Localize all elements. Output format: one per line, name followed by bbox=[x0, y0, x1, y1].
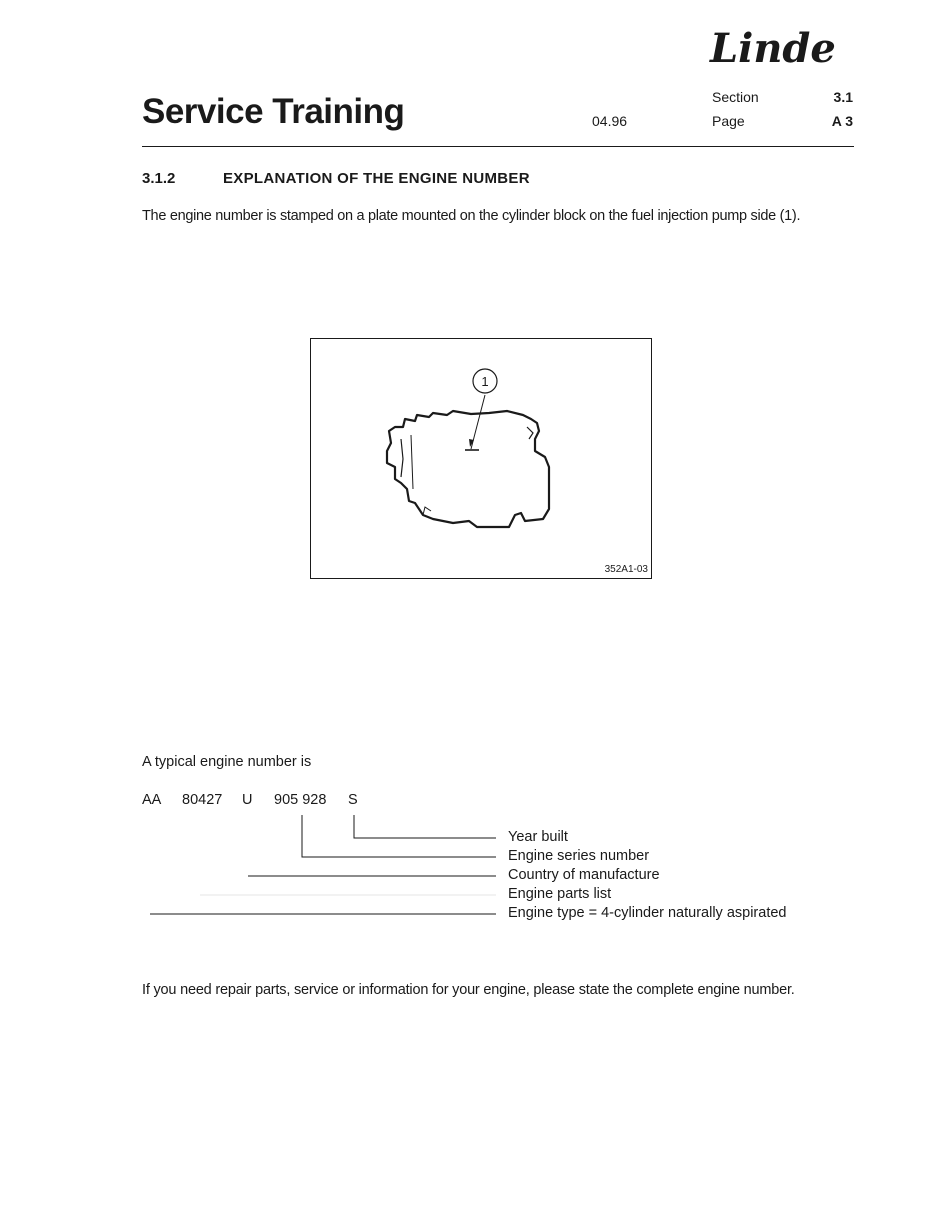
header-divider bbox=[142, 146, 854, 147]
engine-figure bbox=[310, 338, 652, 579]
engine-drawing bbox=[311, 339, 650, 577]
brand-wordmark: Linde bbox=[710, 25, 836, 72]
connector-series bbox=[302, 815, 496, 857]
page-label: Page bbox=[712, 113, 745, 129]
section-title: EXPLANATION OF THE ENGINE NUMBER bbox=[223, 170, 530, 187]
desc-parts-list: Engine parts list bbox=[508, 886, 612, 902]
connector-year bbox=[354, 815, 496, 838]
typical-engine-intro: A typical engine number is bbox=[142, 754, 312, 770]
engine-part-country: U bbox=[242, 792, 253, 808]
section-value: 3.1 bbox=[833, 89, 853, 105]
issue-date: 04.96 bbox=[592, 113, 628, 129]
footer-note: If you need repair parts, service or information for your engine, please state the complete engine number. bbox=[142, 982, 795, 998]
engine-part-year: S bbox=[348, 792, 358, 808]
intro-paragraph: The engine number is stamped on a plate mounted on the cylinder block on the fuel injection pump side (1). bbox=[142, 208, 801, 224]
page-value: A 3 bbox=[831, 113, 853, 129]
figure-code: 352A1-03 bbox=[604, 564, 648, 575]
callout-number: 1 bbox=[481, 374, 489, 389]
section-label: Section bbox=[712, 89, 759, 105]
desc-series-number: Engine series number bbox=[508, 848, 650, 864]
desc-year-built: Year built bbox=[508, 829, 568, 845]
engine-part-type: AA bbox=[142, 792, 162, 808]
page-title: Service Training bbox=[142, 92, 405, 131]
desc-engine-type: Engine type = 4-cylinder naturally aspirated bbox=[508, 905, 787, 921]
desc-country: Country of manufacture bbox=[508, 867, 660, 883]
section-number: 3.1.2 bbox=[142, 170, 176, 187]
linde-logo bbox=[706, 22, 856, 72]
engine-part-series: 905 928 bbox=[274, 792, 327, 808]
engine-part-parts-list: 80427 bbox=[182, 792, 223, 808]
